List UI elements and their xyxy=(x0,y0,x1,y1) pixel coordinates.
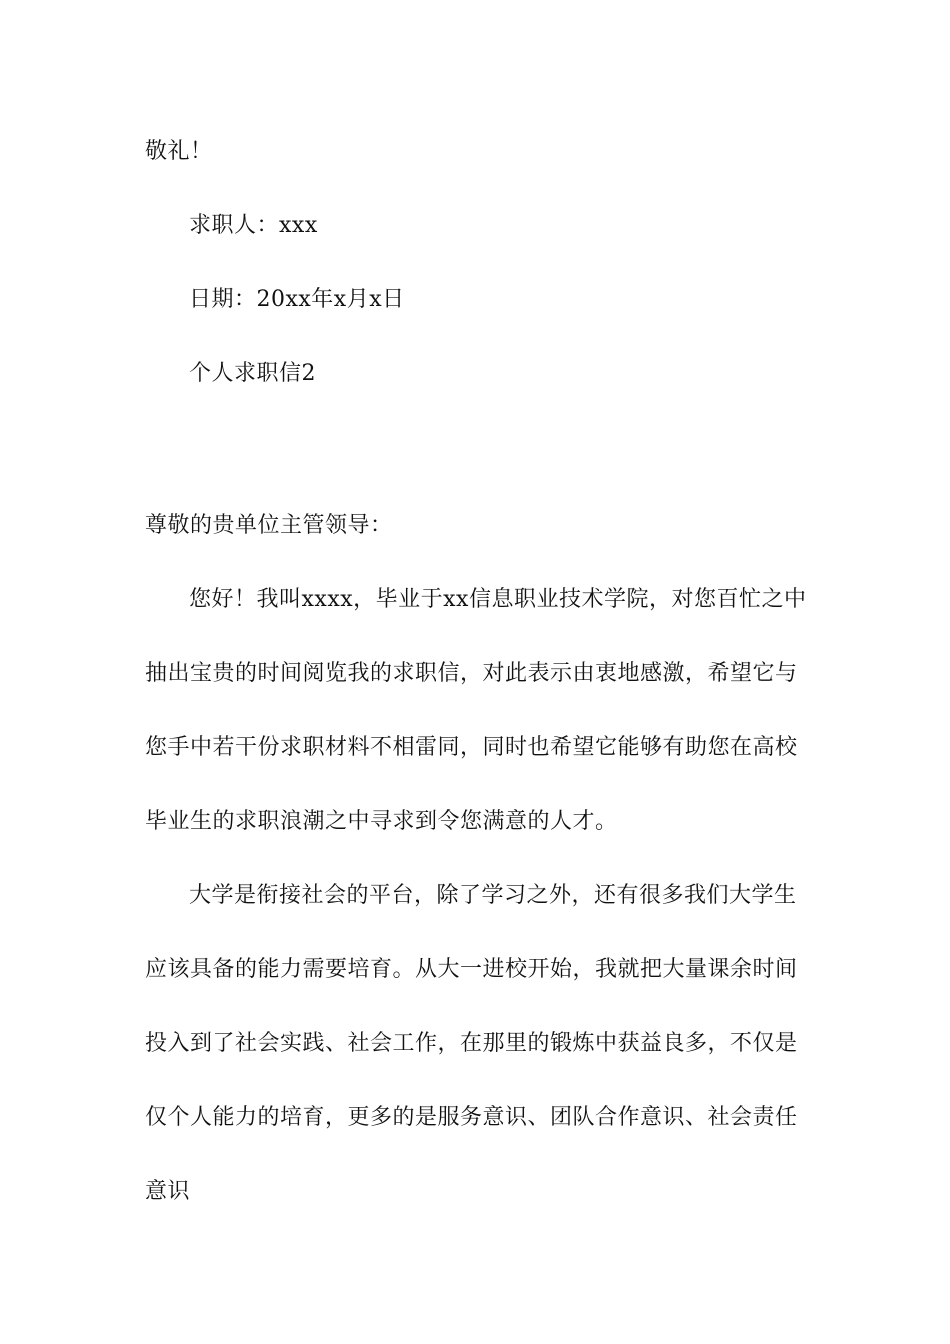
paragraph-line: 意识 xyxy=(145,1179,191,1204)
paragraph-line: 大学是衔接社会的平台，除了学习之外，还有很多我们大学生 xyxy=(189,883,797,908)
paragraph-line: 投入到了社会实践、社会工作，在那里的锻炼中获益良多，不仅是 xyxy=(145,1031,798,1056)
paragraph-line: 应该具备的能力需要培育。从大一进校开始，我就把大量课余时间 xyxy=(145,957,798,982)
date-line: 日期：20xx年x月x日 xyxy=(189,287,405,312)
salutation-line: 尊敬的贵单位主管领导： xyxy=(145,513,393,538)
paragraph-line: 您手中若干份求职材料不相雷同，同时也希望它能够有助您在高校 xyxy=(145,735,798,760)
closing-line: 敬礼！ xyxy=(145,139,213,164)
section-title: 个人求职信2 xyxy=(189,361,316,386)
applicant-line: 求职人：xxx xyxy=(189,213,318,238)
paragraph-line: 抽出宝贵的时间阅览我的求职信，对此表示由衷地感激，希望它与 xyxy=(145,661,798,686)
paragraph-line: 仅个人能力的培育，更多的是服务意识、团队合作意识、社会责任 xyxy=(145,1105,798,1130)
paragraph-line: 毕业生的求职浪潮之中寻求到令您满意的人才。 xyxy=(145,809,618,834)
paragraph-line: 您好！我叫xxxx，毕业于xx信息职业技术学院，对您百忙之中 xyxy=(189,587,807,612)
